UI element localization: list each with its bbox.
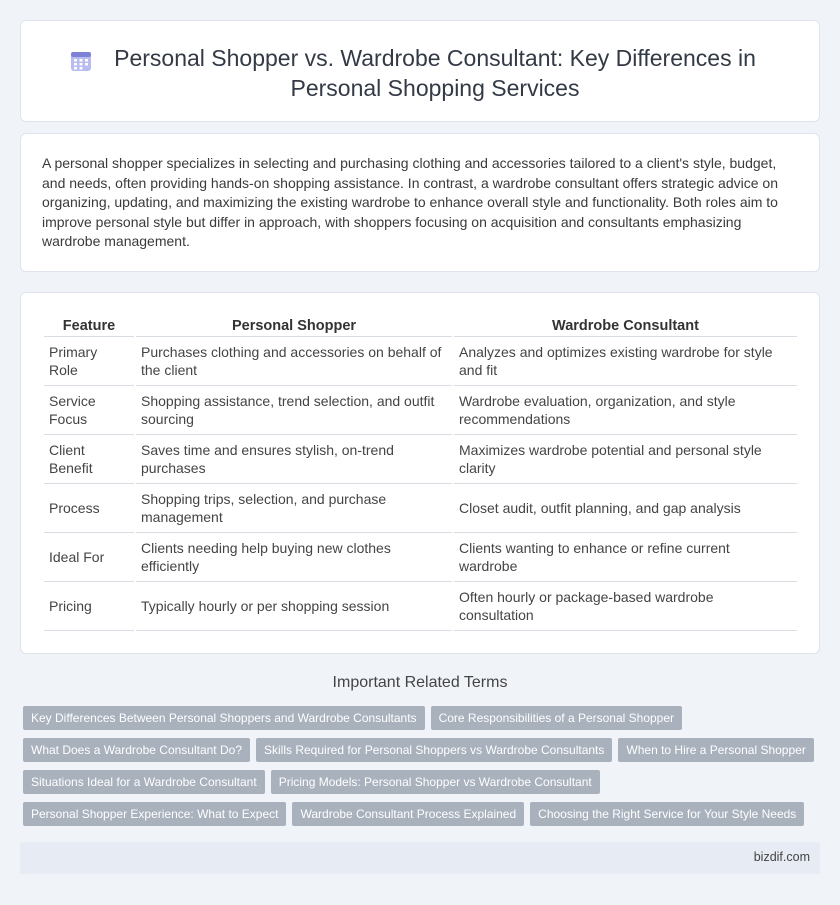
related-term-link[interactable]: Personal Shopper Experience: What to Expect — [23, 802, 286, 826]
site-credit[interactable]: bizdif.com — [753, 850, 810, 864]
personal-shopper-cell: Shopping trips, selection, and purchase management — [136, 484, 452, 533]
intro-card — [20, 133, 820, 272]
feature-cell: Client Benefit — [44, 435, 134, 484]
feature-cell: Service Focus — [44, 386, 134, 435]
header-personal-shopper: Personal Shopper — [136, 315, 452, 337]
table-row — [44, 386, 797, 435]
table-row — [44, 337, 797, 386]
header-wardrobe-consultant: Wardrobe Consultant — [454, 315, 797, 337]
tag-row — [23, 706, 813, 738]
related-terms-list — [23, 706, 813, 834]
personal-shopper-cell: Purchases clothing and accessories on behalf of the client — [136, 337, 452, 386]
related-term-link[interactable]: Situations Ideal for a Wardrobe Consultant — [23, 770, 265, 794]
related-term-link[interactable]: What Does a Wardrobe Consultant Do? — [23, 738, 250, 762]
related-term-link[interactable]: Pricing Models: Personal Shopper vs Wardrobe Consultant — [271, 770, 600, 794]
header-feature: Feature — [44, 315, 134, 337]
related-term-link[interactable]: Core Responsibilities of a Personal Shopper — [431, 706, 682, 730]
personal-shopper-cell: Saves time and ensures stylish, on-trend purchases — [136, 435, 452, 484]
feature-cell: Process — [44, 484, 134, 533]
table-header-row — [44, 315, 797, 337]
table-row — [44, 484, 797, 533]
related-term-link[interactable]: Key Differences Between Personal Shoppers and Wardrobe Consultants — [23, 706, 425, 730]
personal-shopper-cell: Shopping assistance, trend selection, and outfit sourcing — [136, 386, 452, 435]
related-term-link[interactable]: When to Hire a Personal Shopper — [618, 738, 813, 762]
table-row — [44, 533, 797, 582]
intro-paragraph: A personal shopper specializes in selecting and purchasing clothing and accessories tailored to a client's style, budget, and needs, often providing hands-on shopping assistance. In contrast, a wardrobe consultant offers strategic advice on organizing, updating, and maximizing the existing wardrobe to enhance overall style and functionality. Both roles aim to improve personal style but differ in approach, with shoppers focusing on acquisition and consultants emphasizing wardrobe management. — [42, 155, 778, 249]
feature-cell: Ideal For — [44, 533, 134, 582]
wardrobe-consultant-cell: Clients wanting to enhance or refine current wardrobe — [454, 533, 797, 582]
wardrobe-consultant-cell: Wardrobe evaluation, organization, and style recommendations — [454, 386, 797, 435]
tag-row — [23, 802, 813, 834]
related-term-link[interactable]: Wardrobe Consultant Process Explained — [292, 802, 524, 826]
table-row — [44, 582, 797, 631]
personal-shopper-cell: Typically hourly or per shopping session — [136, 582, 452, 631]
comparison-table — [42, 315, 799, 631]
personal-shopper-cell: Clients needing help buying new clothes efficiently — [136, 533, 452, 582]
wardrobe-consultant-cell: Maximizes wardrobe potential and personal style clarity — [454, 435, 797, 484]
page-title: Personal Shopper vs. Wardrobe Consultant: Key Differences in Personal Shopping Services — [114, 45, 756, 101]
related-terms-heading: Important Related Terms — [332, 674, 508, 691]
tag-row — [23, 770, 813, 802]
title-card — [20, 20, 820, 122]
related-term-link[interactable]: Skills Required for Personal Shoppers vs Wardrobe Consultants — [256, 738, 612, 762]
comparison-card — [20, 292, 820, 654]
feature-cell: Pricing — [44, 582, 134, 631]
footer — [20, 842, 820, 874]
related-term-link[interactable]: Choosing the Right Service for Your Style Needs — [530, 802, 804, 826]
wardrobe-consultant-cell: Analyzes and optimizes existing wardrobe for style and fit — [454, 337, 797, 386]
tag-row — [23, 738, 813, 770]
table-row — [44, 435, 797, 484]
feature-cell: Primary Role — [44, 337, 134, 386]
wardrobe-consultant-cell: Often hourly or package-based wardrobe consultation — [454, 582, 797, 631]
wardrobe-consultant-cell: Closet audit, outfit planning, and gap analysis — [454, 484, 797, 533]
